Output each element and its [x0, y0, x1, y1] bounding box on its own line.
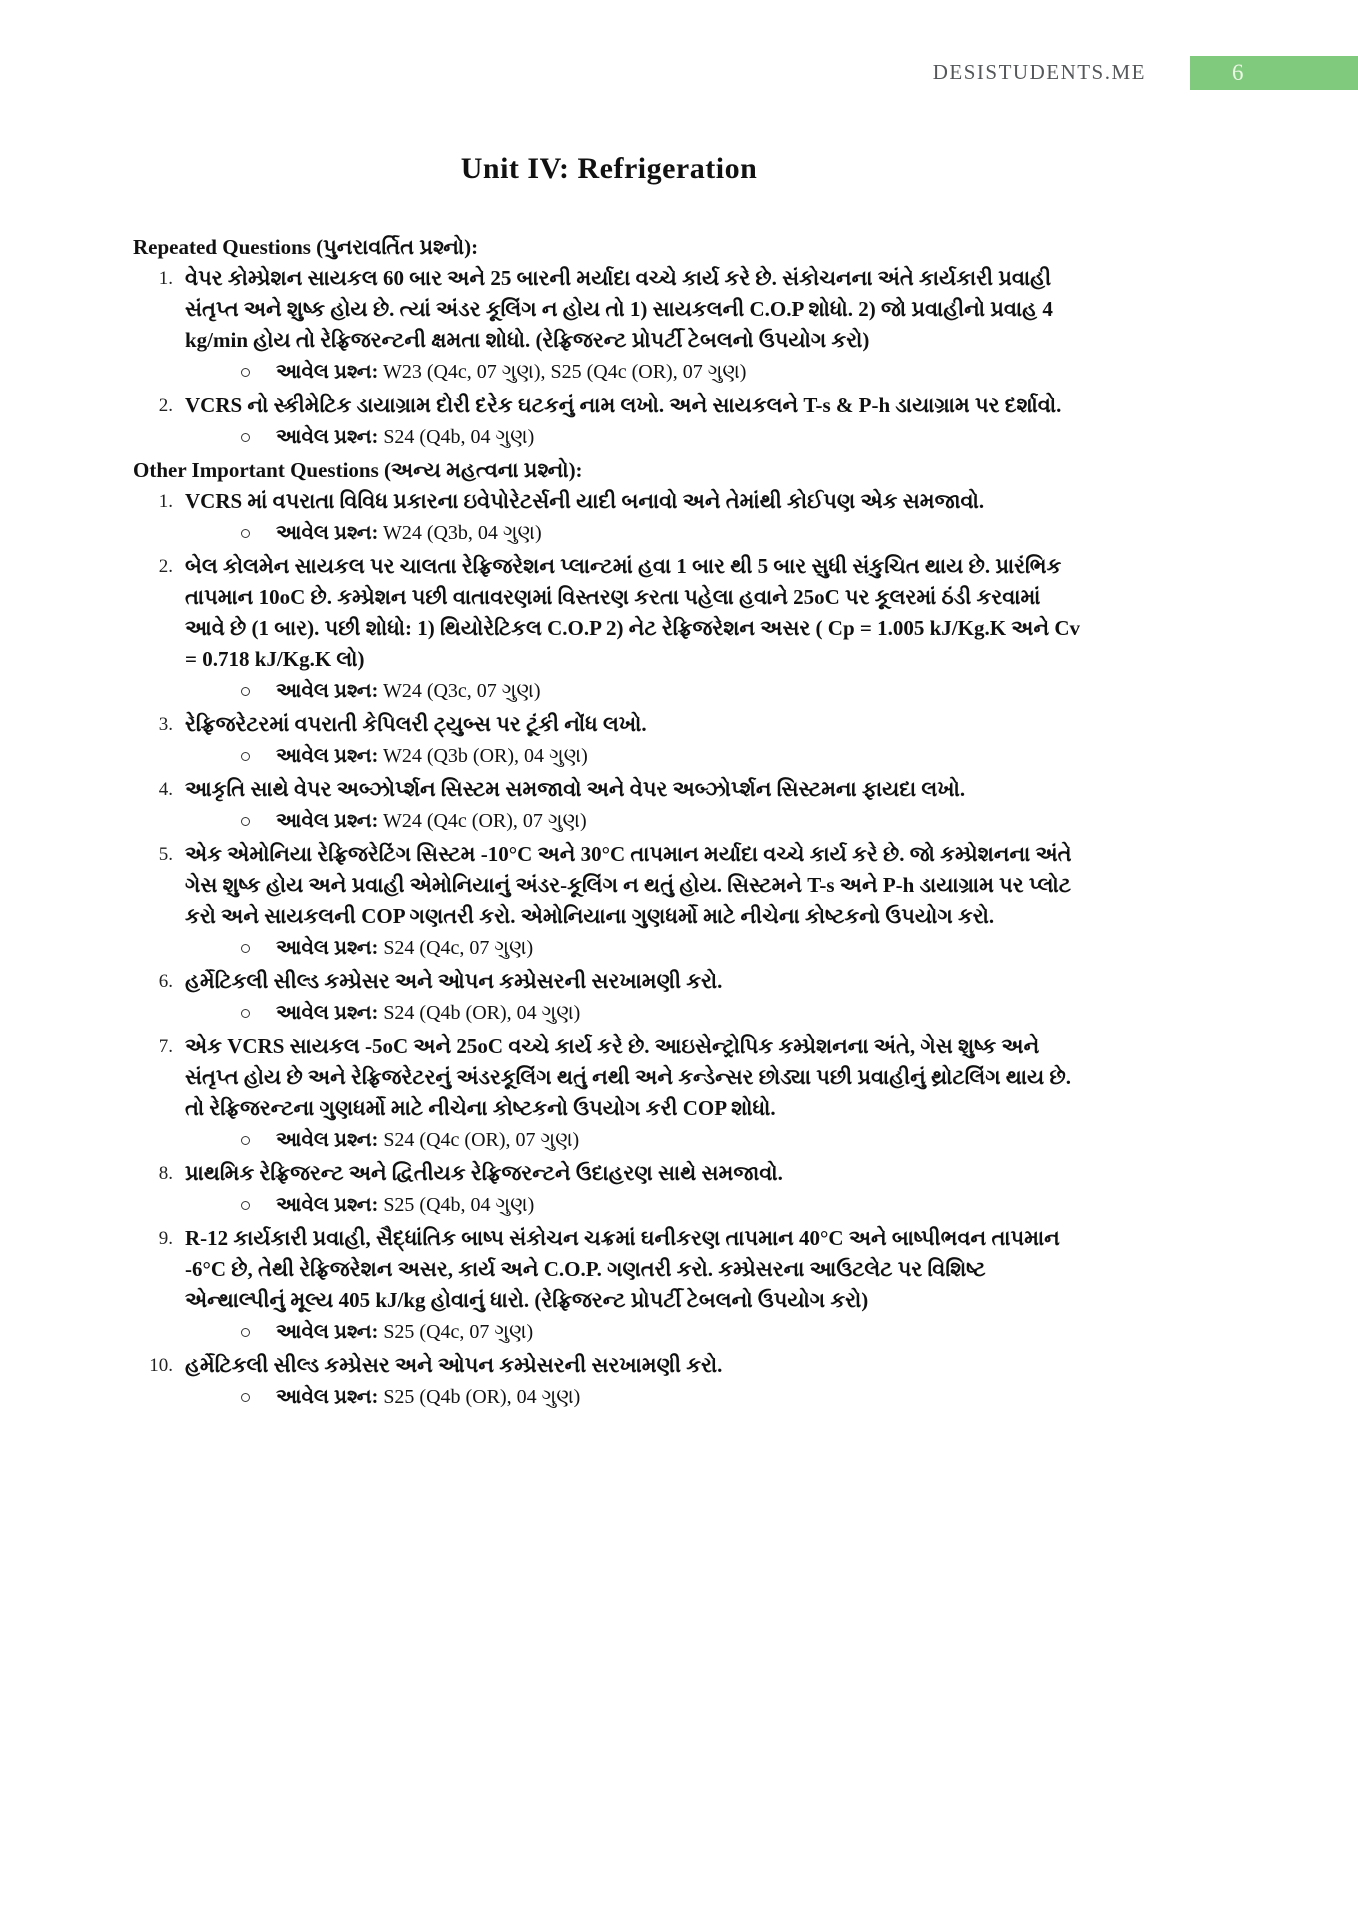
question-item — [133, 551, 1085, 709]
question-text: રેફ્રિજરેટરમાં વપરાતી કેપિલરી ટ્યુબ્સ પર ટૂંકી નોંધ લખો. — [185, 712, 647, 736]
circle-bullet-icon — [241, 817, 250, 826]
question-number: 2. — [158, 556, 173, 577]
question-body — [185, 1031, 1085, 1158]
site-name: DESISTUDENTS.ME — [932, 60, 1146, 84]
question-number: 3. — [158, 714, 173, 735]
question-text: હર્મેટિકલી સીલ્ડ કમ્પ્રેસર અને ઓપન કમ્પ્રેસરની સરખામણી કરો. — [185, 969, 723, 993]
question-item — [133, 263, 1085, 390]
question-body — [185, 839, 1085, 966]
source-label: આવેલ પ્રશ્ન: — [276, 745, 379, 767]
circle-bullet-icon — [241, 1136, 250, 1145]
source-value: S25 (Q4c, 07 ગુણ) — [378, 1321, 534, 1343]
source-line — [185, 1382, 1085, 1413]
source-value: S25 (Q4b (OR), 04 ગુણ) — [378, 1386, 581, 1408]
page-header — [0, 54, 1358, 94]
question-text: હર્મેટિકલી સીલ્ડ કમ્પ્રેસર અને ઓપન કમ્પ્રેસરની સરખામણી કરો. — [185, 1353, 723, 1377]
source-value: W24 (Q3b (OR), 04 ગુણ) — [378, 745, 588, 767]
source-label: આવેલ પ્રશ્ન: — [276, 426, 379, 448]
question-number: 1. — [158, 268, 173, 289]
source-value: W24 (Q3b, 04 ગુણ) — [378, 522, 542, 544]
repeated-questions-list — [133, 263, 1085, 455]
circle-bullet-icon — [241, 368, 250, 377]
source-label: આવેલ પ્રશ્ન: — [276, 1002, 379, 1024]
question-body — [185, 551, 1085, 709]
section-heading-other: Other Important Questions (અન્ય મહત્વના પ્રશ્નો): — [133, 458, 583, 482]
question-number: 6. — [158, 971, 173, 992]
question-text: એક VCRS સાયકલ -5oC અને 25oC વચ્ચે કાર્ય કરે છે. આઇસેન્ટ્રોપિક કમ્પ્રેશનના અંતે, ગેસ શુષ્ક અને સંતૃપ્ત હોય છે અને રેફ્રિજરેટરનું અંડરકૂલિંગ થતું નથી અને કન્ડેન્સર છોડ્યા પછી પ્રવાહીનું થ્રોટલિંગ થાય છે. તો રેફ્રિજરન્ટના ગુણધર્મો માટે નીચેના કોષ્ટકનો ઉપયોગ કરી COP શોધો. — [185, 1034, 1071, 1120]
question-item — [133, 1350, 1085, 1415]
question-text: આકૃતિ સાથે વેપર અબ્ઝોર્પ્શન સિસ્ટમ સમજાવો અને વેપર અબ્ઝોર્પ્શન સિસ્ટમના ફાયદા લખો. — [185, 777, 966, 801]
source-line — [185, 676, 1085, 707]
question-body — [185, 1158, 1085, 1223]
question-number: 5. — [158, 844, 173, 865]
source-value: S24 (Q4b (OR), 04 ગુણ) — [378, 1002, 581, 1024]
source-line — [185, 741, 1085, 772]
source-value: S24 (Q4c (OR), 07 ગુણ) — [378, 1129, 580, 1151]
source-label: આવેલ પ્રશ્ન: — [276, 1194, 379, 1216]
source-line — [185, 518, 1085, 549]
document-content — [133, 152, 1085, 1415]
question-text: R-12 કાર્યકારી પ્રવાહી, સૈદ્ધાંતિક બાષ્પ સંકોચન ચક્રમાં ઘનીકરણ તાપમાન 40°C અને બાષ્પીભવન તાપમાન -6°C છે, તેથી રેફ્રિજરેશન અસર, કાર્ય અને C.O.P. ગણતરી કરો. કમ્પ્રેસરના આઉટલેટ પર વિશિષ્ટ એન્થાલ્પીનું મૂલ્ય 405 kJ/kg હોવાનું ધારો. (રેફ્રિજરન્ટ પ્રોપર્ટી ટેબલનો ઉપયોગ કરો) — [185, 1226, 1060, 1312]
circle-bullet-icon — [241, 687, 250, 696]
question-number: 9. — [158, 1228, 173, 1249]
source-line — [185, 1190, 1085, 1221]
source-line — [185, 357, 1085, 388]
question-item — [133, 486, 1085, 551]
other-questions-list — [133, 486, 1085, 1415]
circle-bullet-icon — [241, 529, 250, 538]
question-number: 7. — [158, 1036, 173, 1057]
circle-bullet-icon — [241, 433, 250, 442]
question-text: VCRS નો સ્કીમેટિક ડાયાગ્રામ દોરી દરેક ઘટકનું નામ લખો. અને સાયકલને T-s & P-h ડાયાગ્રામ પર દર્શાવો. — [185, 393, 1062, 417]
question-body — [185, 390, 1085, 455]
source-line — [185, 806, 1085, 837]
question-item — [133, 839, 1085, 966]
question-text: વેપર કોમ્પ્રેશન સાયકલ 60 બાર અને 25 બારની મર્યાદા વચ્ચે કાર્ય કરે છે. સંકોચનના અંતે કાર્યકારી પ્રવાહી સંતૃપ્ત અને શુષ્ક હોય છે. ત્યાં અંડર કૂલિંગ ન હોય તો 1) સાયકલની C.O.P શોધો. 2) જો પ્રવાહીનો પ્રવાહ 4 kg/min હોય તો રેફ્રિજરન્ટની ક્ષમતા શોધો. (રેફ્રિજરન્ટ પ્રોપર્ટી ટેબલનો ઉપયોગ કરો) — [185, 266, 1053, 352]
question-number: 1. — [158, 491, 173, 512]
question-body — [185, 263, 1085, 390]
source-value: S24 (Q4b, 04 ગુણ) — [378, 426, 535, 448]
source-line — [185, 422, 1085, 453]
question-text: બેલ કોલમેન સાયકલ પર ચાલતા રેફ્રિજરેશન પ્લાન્ટમાં હવા 1 બાર થી 5 બાર સુધી સંકુચિત થાય છે. પ્રારંભિક તાપમાન 10oC છે. કમ્પ્રેશન પછી વાતાવરણમાં વિસ્તરણ કરતા પહેલા હવાને 25oC પર કૂલરમાં ઠંડી કરવામાં આવે છે (1 બાર). પછી શોધો: 1) થિયોરેટિકલ C.O.P 2) નેટ રેફ્રિજરેશન અસર ( Cp = 1.005 kJ/Kg.K અને Cv = 0.718 kJ/Kg.K લો) — [185, 554, 1081, 671]
question-body — [185, 966, 1085, 1031]
question-item — [133, 1158, 1085, 1223]
source-label: આવેલ પ્રશ્ન: — [276, 1129, 379, 1151]
question-body — [185, 1223, 1085, 1350]
source-label: આવેલ પ્રશ્ન: — [276, 1321, 379, 1343]
circle-bullet-icon — [241, 944, 250, 953]
source-line — [185, 1317, 1085, 1348]
circle-bullet-icon — [241, 1201, 250, 1210]
question-item — [133, 1031, 1085, 1158]
question-item — [133, 966, 1085, 1031]
source-value: S24 (Q4c, 07 ગુણ) — [378, 937, 534, 959]
source-value: W23 (Q4c, 07 ગુણ), S25 (Q4c (OR), 07 ગુણ) — [378, 361, 747, 383]
source-value: S25 (Q4b, 04 ગુણ) — [378, 1194, 535, 1216]
source-line — [185, 933, 1085, 964]
page-number-badge: 6 — [1190, 56, 1358, 90]
source-value: W24 (Q4c (OR), 07 ગુણ) — [378, 810, 587, 832]
question-number: 2. — [158, 395, 173, 416]
question-number: 8. — [158, 1163, 173, 1184]
source-line — [185, 1125, 1085, 1156]
question-body — [185, 774, 1085, 839]
source-label: આવેલ પ્રશ્ન: — [276, 937, 379, 959]
question-text: VCRS માં વપરાતા વિવિધ પ્રકારના ઇવેપોરેટર્સની યાદી બનાવો અને તેમાંથી કોઈપણ એક સમજાવો. — [185, 489, 985, 513]
source-label: આવેલ પ્રશ્ન: — [276, 680, 379, 702]
circle-bullet-icon — [241, 752, 250, 761]
question-text: પ્રાથમિક રેફ્રિજરન્ટ અને દ્વિતીયક રેફ્રિજરન્ટને ઉદાહરણ સાથે સમજાવો. — [185, 1161, 783, 1185]
question-body — [185, 486, 1085, 551]
circle-bullet-icon — [241, 1328, 250, 1337]
source-label: આવેલ પ્રશ્ન: — [276, 361, 379, 383]
question-body — [185, 709, 1085, 774]
circle-bullet-icon — [241, 1393, 250, 1402]
circle-bullet-icon — [241, 1009, 250, 1018]
question-body — [185, 1350, 1085, 1415]
question-number: 10. — [149, 1355, 173, 1376]
source-label: આવેલ પ્રશ્ન: — [276, 1386, 379, 1408]
question-number: 4. — [158, 779, 173, 800]
source-value: W24 (Q3c, 07 ગુણ) — [378, 680, 541, 702]
page-title: Unit IV: Refrigeration — [460, 152, 758, 185]
source-line — [185, 998, 1085, 1029]
question-item — [133, 709, 1085, 774]
section-heading-repeated: Repeated Questions (પુનરાવર્તિત પ્રશ્નો): — [133, 235, 479, 259]
question-item — [133, 774, 1085, 839]
question-text: એક એમોનિયા રેફ્રિજરેટિંગ સિસ્ટમ -10°C અને 30°C તાપમાન મર્યાદા વચ્ચે કાર્ય કરે છે. જો કમ્પ્રેશનના અંતે ગેસ શુષ્ક હોય અને પ્રવાહી એમોનિયાનું અંડર-કૂલિંગ ન થતું હોય. સિસ્ટમને T-s અને P-h ડાયાગ્રામ પર પ્લોટ કરો અને સાયકલની COP ગણતરી કરો. એમોનિયાના ગુણધર્મો માટે નીચેના કોષ્ટકનો ઉપયોગ કરો. — [185, 842, 1072, 928]
source-label: આવેલ પ્રશ્ન: — [276, 810, 379, 832]
source-label: આવેલ પ્રશ્ન: — [276, 522, 379, 544]
question-item — [133, 390, 1085, 455]
question-item — [133, 1223, 1085, 1350]
